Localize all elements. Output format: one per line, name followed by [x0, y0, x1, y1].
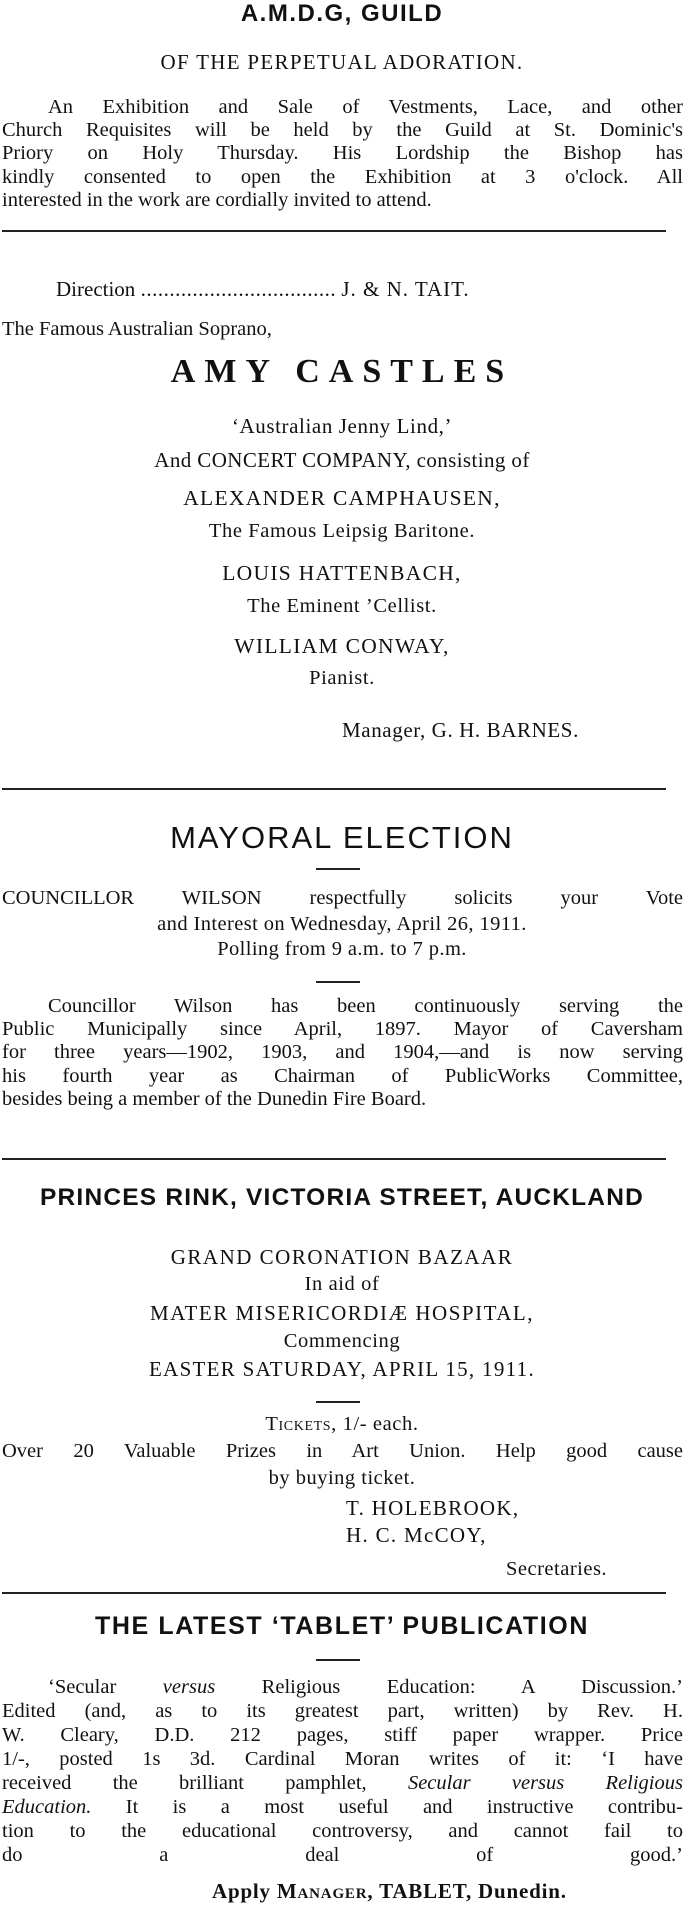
- election-body: Councillor Wilson has been continuously serving the Public Municipally since April, 1897. Mayor of Caversham for three years—1902, 1903, and 1904,—and is now serving his fourth year as Chairman of PublicWorks Committee, besides being a member of the Dunedin Fire Board.: [2, 995, 683, 1110]
- short-rule: [316, 1659, 360, 1661]
- divider: [2, 230, 666, 232]
- performer-2-desc: The Eminent ’Cellist.: [247, 595, 437, 617]
- divider: [2, 1592, 666, 1594]
- short-rule: [316, 1401, 360, 1403]
- election-hours: Polling from 9 a.m. to 7 p.m.: [217, 938, 467, 960]
- bazaar-prizes: Over 20 Valuable Prizes in Art Union. Help good cause: [2, 1440, 683, 1462]
- secretaries-label: Secretaries.: [506, 1558, 608, 1580]
- guild-title: A.M.D.G, GUILD: [240, 0, 444, 27]
- secretary-2: H. C. McCOY,: [346, 1523, 487, 1547]
- divider: [2, 1158, 666, 1160]
- bazaar-tickets: Tickets, 1/- each.: [265, 1413, 419, 1435]
- election-solicit: COUNCILLOR WILSON respectfully solicits your Vote: [2, 887, 683, 909]
- soprano-intro: The Famous Australian Soprano,: [2, 318, 272, 340]
- publication-title: THE LATEST ‘TABLET’ PUBLICATION: [94, 1612, 590, 1640]
- manager-line: Manager, G. H. BARNES.: [342, 718, 579, 742]
- bazaar-venue: PRINCES RINK, VICTORIA STREET, AUCKLAND: [40, 1184, 644, 1211]
- election-title: MAYORAL ELECTION: [170, 820, 514, 855]
- bazaar-cause: by buying ticket.: [268, 1467, 416, 1489]
- performer-1-desc: The Famous Leipsig Baritone.: [208, 520, 476, 542]
- publication-body: ‘Secular versus Religious Education: A Discussion.’ Edited (and, as to its greatest part, written) by Rev. H. W. Cleary, D.D. 212 pages, stiff paper wrapper. Price 1/-, posted 1s 3d. Cardinal Moran writes of it: ‘I have received the brilliant pamphlet, Secular versus Religious Education. It is a most useful and instructive contribu- tion to the educational controversy, and cannot fail to do a deal of good.’: [2, 1676, 684, 1866]
- apply-line: Apply Manager, TABLET, Dunedin.: [212, 1879, 567, 1903]
- company-line: And CONCERT COMPANY, consisting of: [154, 448, 530, 472]
- bazaar-hospital: MATER MISERICORDIÆ HOSPITAL,: [150, 1301, 534, 1325]
- guild-subtitle: OF THE PERPETUAL ADORATION.: [160, 50, 524, 74]
- bazaar-title: GRAND CORONATION BAZAAR: [170, 1245, 514, 1269]
- headline-amy-castles: AMY CASTLES: [170, 353, 514, 390]
- performer-2-name: LOUIS HATTENBACH,: [222, 561, 462, 585]
- election-date: and Interest on Wednesday, April 26, 1911.: [157, 913, 527, 935]
- bazaar-commencing: Commencing: [283, 1330, 401, 1352]
- short-rule: [316, 868, 360, 870]
- performer-1-name: ALEXANDER CAMPHAUSEN,: [183, 486, 501, 510]
- divider: [2, 788, 666, 790]
- short-rule: [316, 981, 360, 983]
- nickname: ‘Australian Jenny Lind,’: [231, 414, 453, 438]
- performer-3-desc: Pianist.: [309, 667, 375, 689]
- guild-body: An Exhibition and Sale of Vestments, Lace, and other Church Requisites will be held by the Guild at St. Dominic's Priory on Holy Thursday. His Lordship the Bishop has kindly consented to open the Exhibition at 3 o'clock. All interested in the work are cordially invited to attend.: [2, 96, 683, 211]
- performer-3-name: WILLIAM CONWAY,: [234, 634, 450, 658]
- bazaar-date: EASTER SATURDAY, APRIL 15, 1911.: [148, 1357, 536, 1381]
- secretary-1: T. HOLEBROOK,: [346, 1496, 520, 1520]
- bazaar-aid: In aid of: [304, 1273, 380, 1295]
- direction-line: Direction .................................. J. & N. TAIT.: [56, 277, 470, 301]
